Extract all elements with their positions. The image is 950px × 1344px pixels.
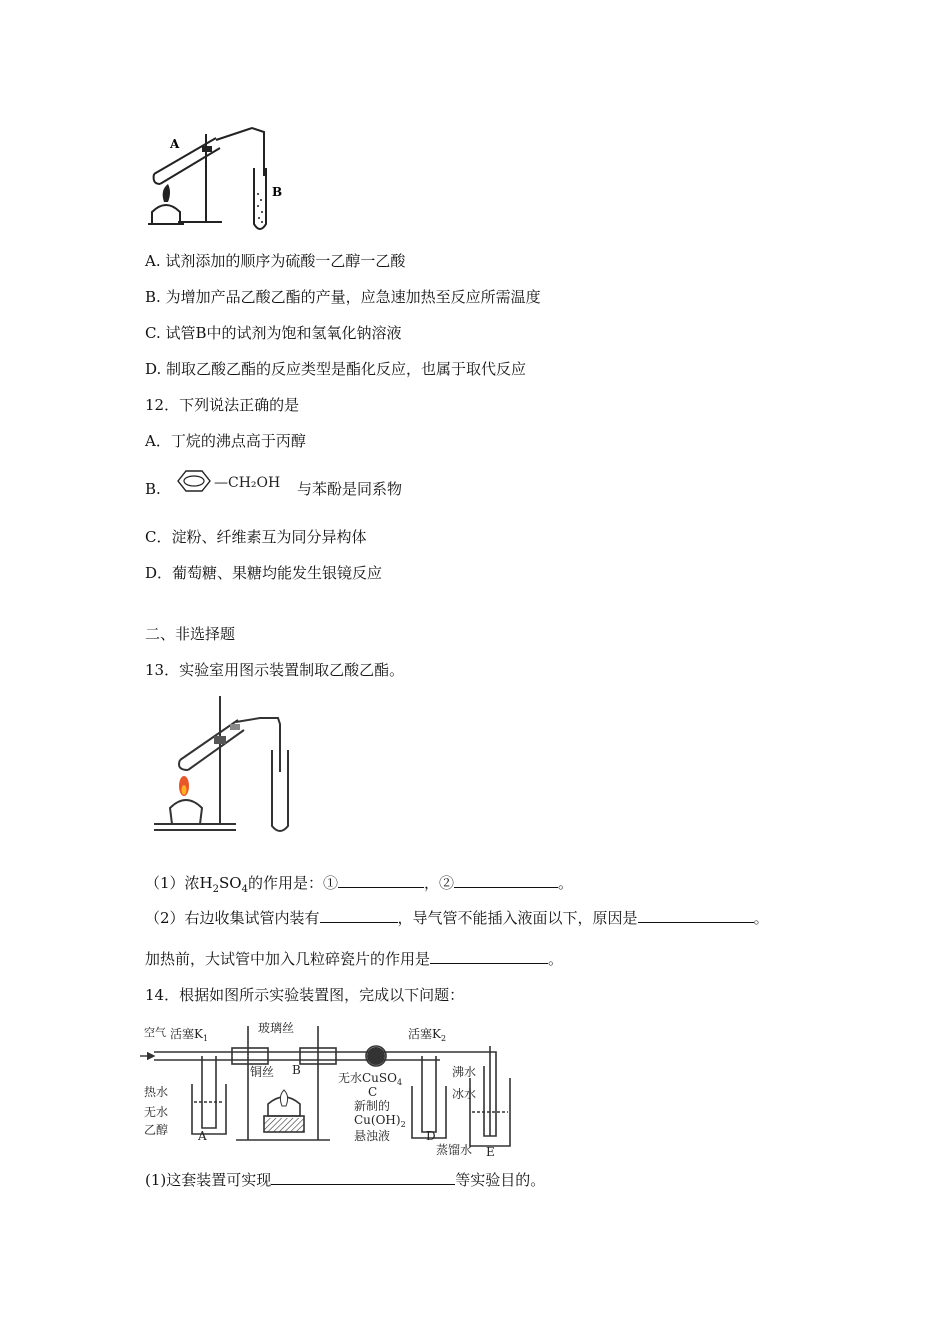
- q14-part1: (1)这套装置可实现 等实验目的。: [145, 1171, 546, 1189]
- answer-blank-2[interactable]: [454, 872, 558, 888]
- q12-option-b-text: 与苯酚是同系物: [297, 480, 403, 498]
- q12-option-c: C．淀粉、纤维素互为同分异构体: [145, 528, 367, 546]
- benzyl-formula: —CH₂OH: [214, 475, 281, 491]
- label-b: B: [292, 1063, 301, 1077]
- section-title: 二、非选择题: [145, 625, 236, 643]
- label-hot-water: 热水: [144, 1085, 169, 1099]
- q11-option-d: D. 制取乙酸乙酯的反应类型是酯化反应，也属于取代反应: [145, 360, 527, 378]
- label-boiling-water: 沸水: [452, 1065, 477, 1079]
- label-copper-wire: 铜丝: [250, 1065, 275, 1079]
- label-distilled-water: 蒸馏水: [436, 1143, 473, 1157]
- q11-apparatus-figure: [140, 118, 300, 240]
- label-valve-k1: 活塞$K_1$: [170, 1027, 209, 1043]
- q13-part2: （2）右边收集试管内装有 ，导气管不能插入液面以下，原因是 。: [145, 909, 769, 927]
- q13-part1: （1）浓$H_2SO_4$的作用是：① ，② 。: [145, 874, 573, 895]
- label-ethanol: 乙醇: [144, 1123, 169, 1137]
- q12-option-d: D．葡萄糖、果糖均能发生银镜反应: [145, 564, 383, 582]
- label-a: A: [198, 1129, 207, 1143]
- q12-stem: 12．下列说法正确的是: [145, 396, 300, 414]
- answer-blank-6[interactable]: [271, 1169, 455, 1185]
- label-suspension: 悬浊液: [354, 1129, 391, 1143]
- q13-apparatus-figure: [146, 690, 306, 840]
- label-cuoh2: $Cu(OH)_2$: [354, 1113, 406, 1129]
- benzyl-alcohol-structure: [172, 466, 292, 498]
- label-cuso4: 无水CuSO$_4$: [338, 1071, 403, 1087]
- label-glass-wool: 玻璃丝: [258, 1021, 295, 1035]
- q14-stem: 14．根据如图所示实验装置图，完成以下问题：: [145, 986, 465, 1004]
- label-fresh: 新制的: [354, 1099, 391, 1113]
- q13-stem: 13．实验室用图示装置制取乙酸乙酯。: [145, 661, 405, 679]
- answer-blank-3[interactable]: [320, 907, 398, 923]
- label-d: D: [426, 1129, 436, 1143]
- q12-option-b: B.: [145, 480, 161, 498]
- answer-blank-1[interactable]: [338, 872, 424, 888]
- benzene-ring-icon: [178, 471, 210, 491]
- q12-option-a: A．丁烷的沸点高于丙醇: [145, 432, 306, 450]
- answer-blank-5[interactable]: [430, 948, 548, 964]
- label-valve-k2: 活塞$K_2$: [408, 1027, 447, 1043]
- label-ice-water: 冰水: [452, 1087, 477, 1101]
- q13-part3: 加热前，大试管中加入几粒碎瓷片的作用是 。: [145, 950, 564, 968]
- q11-option-a: A. 试剂添加的顺序为硫酸一乙醇一乙酸: [145, 252, 406, 270]
- label-c: C: [368, 1085, 378, 1099]
- label-anhydrous: 无水: [144, 1105, 169, 1119]
- q14-apparatus-figure: [140, 1016, 520, 1162]
- label-air: 空气: [144, 1026, 166, 1039]
- q11-option-b: B. 为增加产品乙酸乙酯的产量，应急速加热至反应所需温度: [145, 288, 541, 306]
- q11-figure-label-b: B: [272, 185, 283, 199]
- answer-blank-4[interactable]: [638, 907, 754, 923]
- label-e: E: [486, 1145, 495, 1159]
- q11-option-c: C. 试管B中的试剂为饱和氢氧化钠溶液: [145, 324, 402, 342]
- q11-figure-label-a: A: [170, 137, 180, 151]
